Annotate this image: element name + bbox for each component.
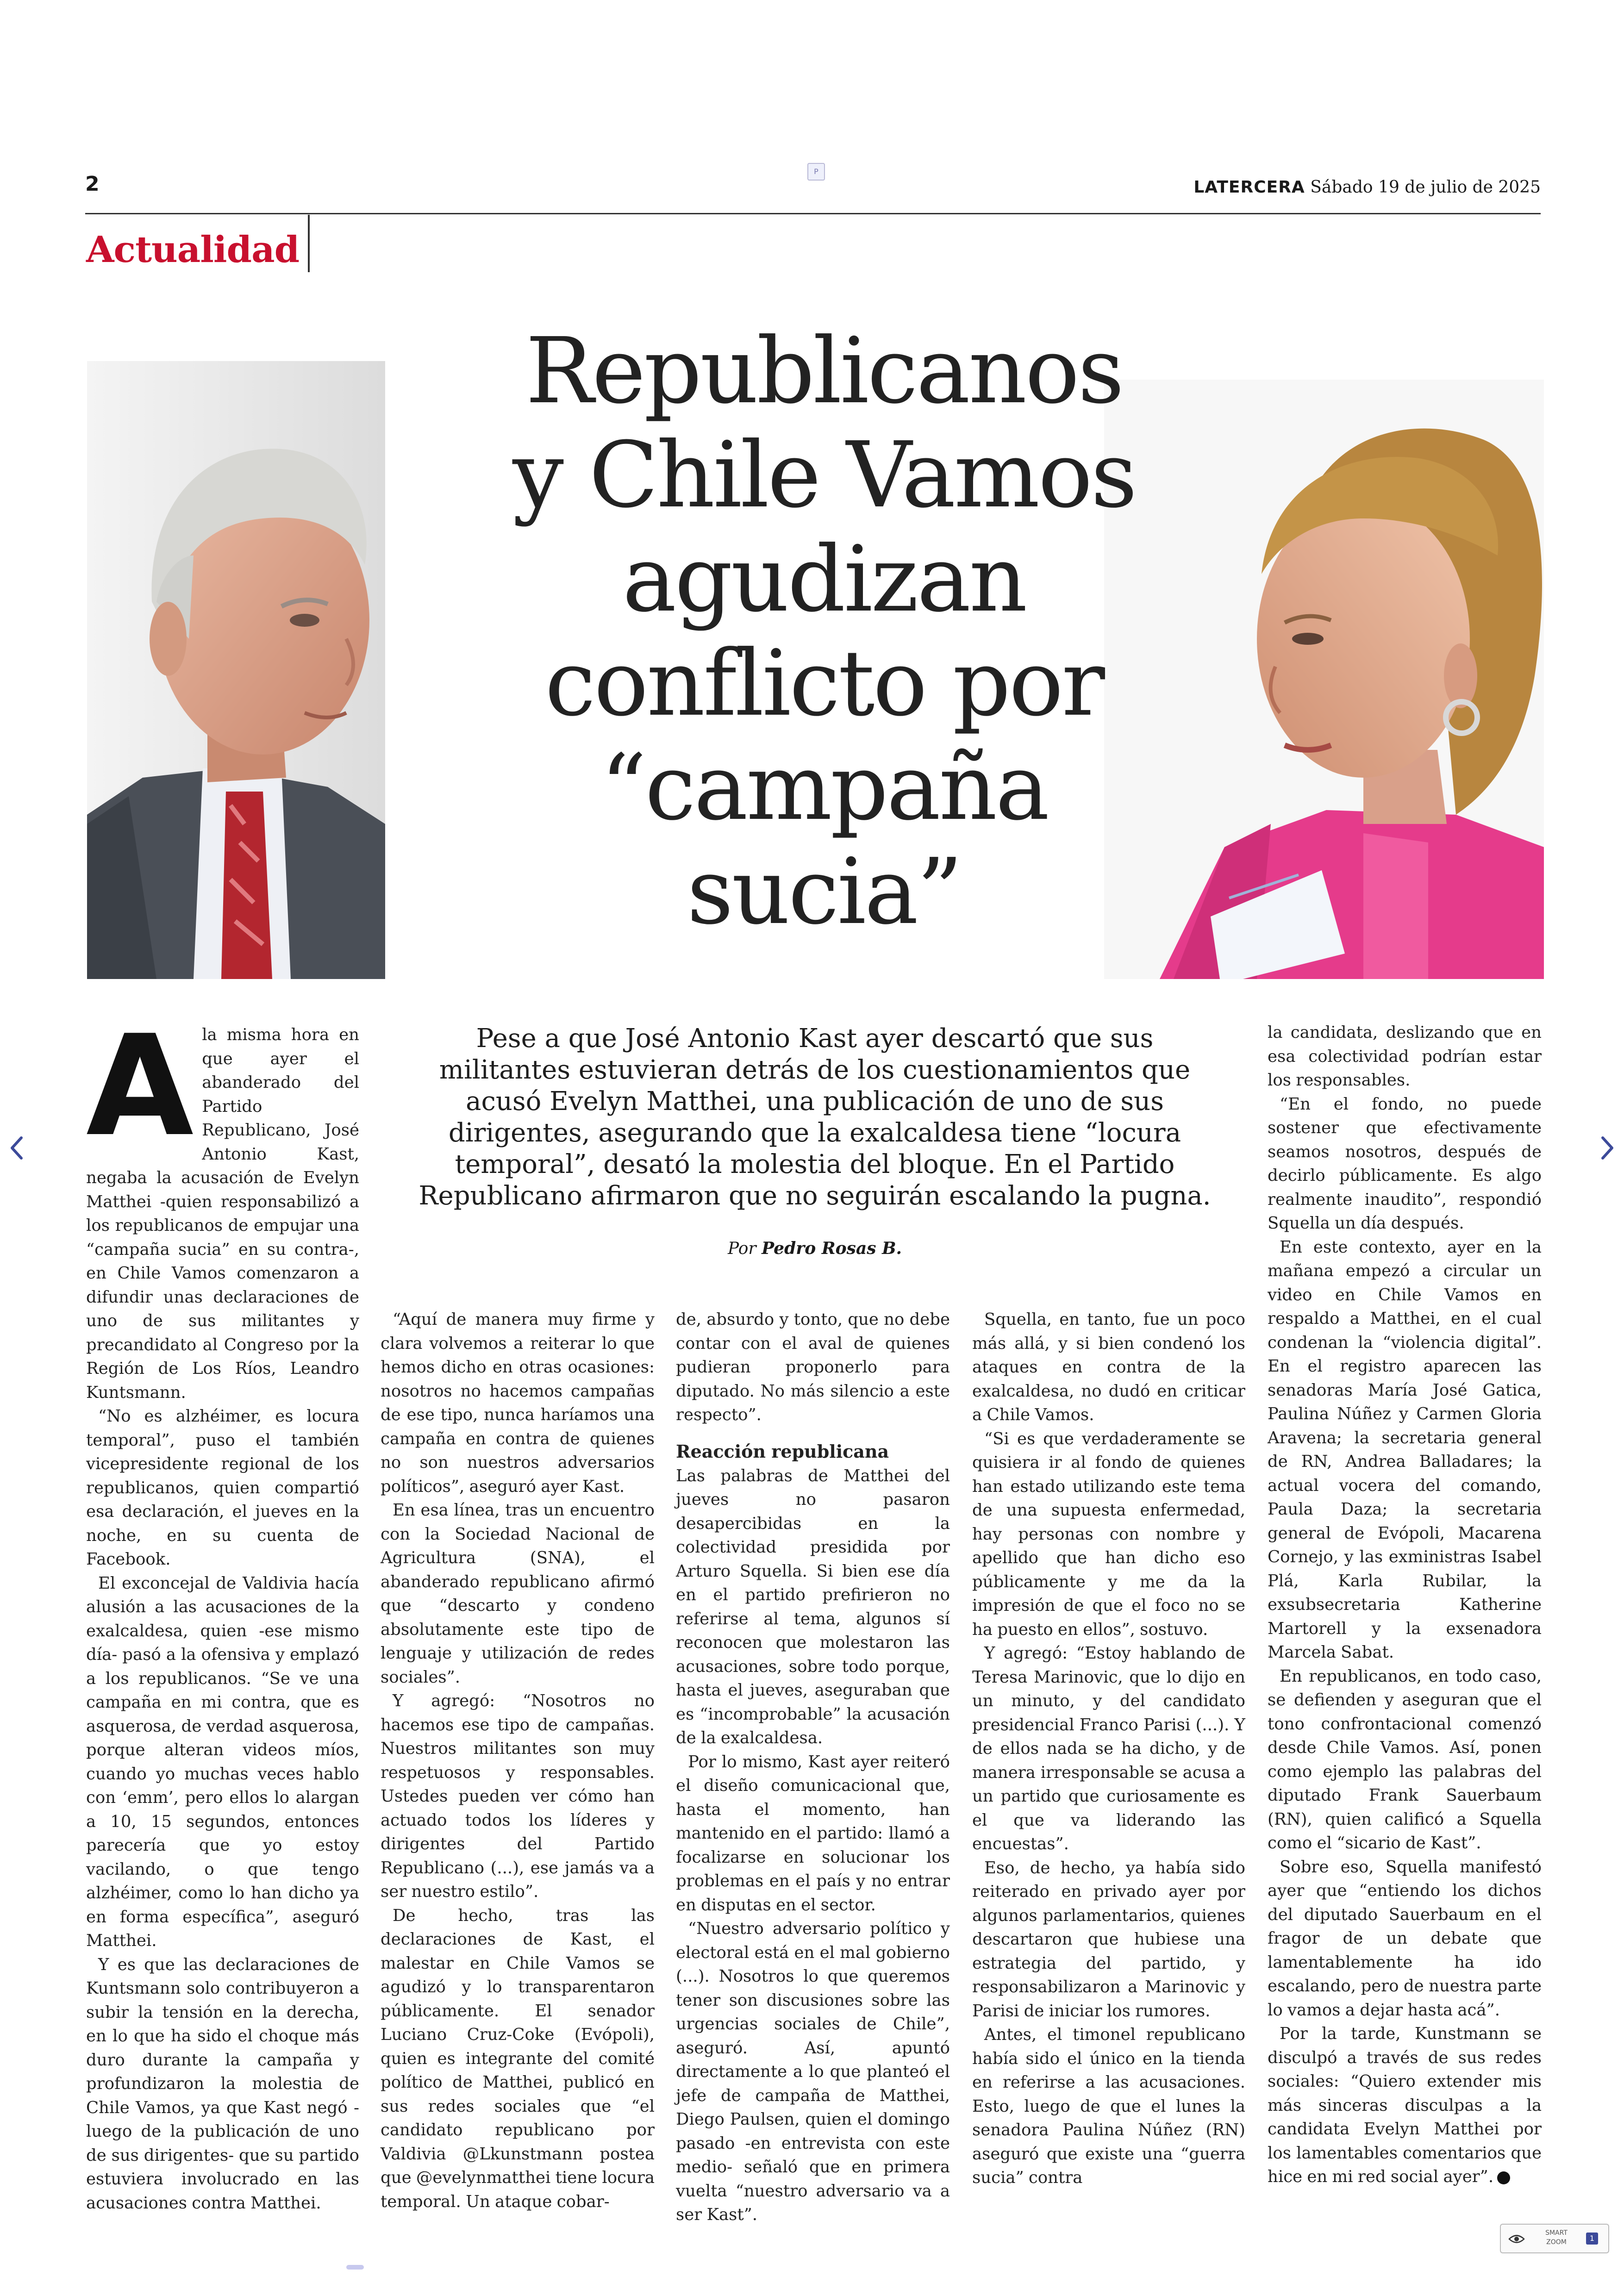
section-label: Actualidad — [86, 229, 300, 271]
section-divider — [308, 215, 310, 272]
smart-zoom-button[interactable] — [1500, 2224, 1609, 2253]
byline — [410, 1239, 1220, 1258]
headline-line: Republicanos — [525, 318, 1123, 424]
previous-page-button[interactable] — [3, 1129, 31, 1166]
brand-name: LATERCERA — [1193, 178, 1305, 197]
article-column-1 — [86, 1005, 359, 2215]
headline-line: sucia” — [687, 839, 962, 945]
byline-prefix: Por — [727, 1239, 756, 1258]
article-paragraph: En este contexto, ayer en la mañana empezó a circular un video en Chile Vamos en respaldo a Matthei, en el cual condenan la “violencia digital”. En el registro aparecen las senadoras María José Gatica, Paulina Núñez y Carmen Gloria Aravena; la secretaria general de RN, Andrea Balladares; la actual vocera del comando, Paula Daza; la secretaria general de Evópoli, Macarena Cornejo, y las exministras Isabel Plá, Karla Rubilar, la exsubsecretaria Katherine Martorell y la exsenadora Marcela Sabat. — [1268, 1237, 1542, 1662]
headline-line: “campaña — [600, 735, 1048, 841]
article-column-3 — [676, 1308, 950, 2227]
article-paragraph: Squella, en tanto, fue un poco más allá, y si bien condenó los ataques en contra de la exalcaldesa, no dudó en criticar a Chile Vamos. — [972, 1310, 1245, 1424]
article-column-2 — [381, 1308, 655, 2214]
page-number: 2 — [85, 172, 100, 196]
article-paragraph: “No es alzhéimer, es locura temporal”, puso el también vicepresidente regional de los republicanos, quien compartió esa declaración, el jueves en la noche, en su cuenta de Facebook. — [86, 1407, 359, 1569]
horizontal-scrollbar-thumb[interactable] — [346, 2265, 364, 2270]
page-thumbnail-icon[interactable]: P — [807, 163, 825, 181]
header-divider — [85, 213, 1541, 214]
article-paragraph: De hecho, tras las declaraciones de Kast, el malestar en Chile Vamos se agudizó y lo transparentaron públicamente. El senador Luciano Cruz-Coke (Evópoli), quien es integrante del comité político de Matthei, publicó en sus redes sociales que “el candidato republicano por Valdivia @Lkunstmann postea que @evelynmatthei tiene locura temporal. Un ataque cobar- — [381, 1906, 655, 2211]
article-paragraph: En esa línea, tras un encuentro con la Sociedad Nacional de Agricultura (SNA), el abanderado republicano afirmó que “descarto y condeno absolutamente este tipo de lenguaje y utilización de redes sociales”. — [381, 1501, 655, 1687]
article-paragraph: “Aquí de manera muy firme y clara volvemos a reiterar lo que hemos dicho en otras ocasiones: nosotros no hacemos campañas de ese tipo, nunca haríamos una campaña en contra de quienes no son nuestros adversarios políticos”, aseguró ayer Kast. — [381, 1310, 655, 1496]
article-paragraph: En republicanos, en todo caso, se defienden y aseguran que el tono confrontacional comenzó desde Chile Vamos. Así, ponen como ejemplo las palabras del diputado Frank Sauerbaum (RN), quien calificó a Squella como el “sicario de Kast”. — [1268, 1666, 1542, 1852]
photo-matthei — [1104, 380, 1544, 979]
article-paragraph: de, absurdo y tonto, que no debe contar con el aval de quienes pudieran proponerlo para diputado. No más silencio a este respecto”. — [676, 1310, 950, 1424]
article-paragraph: Ala misma hora en que ayer el abanderado del Partido Republicano, José Antonio Kast, negaba la acusación de Evelyn Matthei -quien responsabilizó a los republicanos de empujar una “campaña sucia” en su contra-, en Chile Vamos comenzaron a difundir unas declaraciones de uno de sus militantes y precandidato al Congreso por la Región de Los Ríos, Leandro Kuntsmann. — [86, 1005, 359, 1402]
masthead — [1193, 178, 1541, 197]
next-page-button[interactable] — [1593, 1129, 1621, 1166]
kast-portrait-illustration — [87, 361, 385, 979]
smart-zoom-badge: 1 — [1586, 2233, 1598, 2245]
smart-zoom-label: SMART ZOOM — [1545, 2229, 1568, 2246]
headline-line: y Chile Vamos — [512, 423, 1136, 528]
article-paragraph: Por lo mismo, Kast ayer reiteró el diseño comunicacional que, hasta el momento, han mantenido en el partido: llamó a focalizarse en solucionar los problemas en el país y no entrar en disputas en el sector. — [676, 1752, 950, 1915]
issue-date: Sábado 19 de julio de 2025 — [1310, 178, 1541, 197]
headline — [481, 319, 1167, 944]
article-column-5 — [1268, 1021, 1542, 2189]
article-paragraph: Sobre eso, Squella manifestó ayer que “entiendo los dichos del diputado Sauerbaum en el fragor de un debate que lamentablemente ha ido escalando, pero de nuestra parte lo vamos a dejar hasta acá”. — [1268, 1857, 1542, 2020]
article-paragraph: Antes, el timonel republicano había sido el único en la tienda en referirse a las acusaciones. Esto, luego de que el lunes la senadora Paulina Núñez (RN) aseguró que existe una “guerra sucia” contra — [972, 2025, 1245, 2187]
end-mark-icon — [1497, 2171, 1510, 2184]
article-paragraph: El exconcejal de Valdivia hacía alusión a las acusaciones de la exalcaldesa, quien -ese mismo día- pasó a la ofensiva y emplazó a los republicanos. “Se ve una campaña en mi contra, que es asquerosa, de verdad asquerosa, porque alteran videos míos, cuando yo muchas veces hablo con ‘emm’, pero ellos lo alargan a 10, 15 segundos, entonces parecería que yo estoy vacilando, o que tengo alzhéimer, como lo han dicho ya en forma específica”, aseguró Matthei. — [86, 1573, 359, 1950]
byline-author: Pedro Rosas B. — [762, 1239, 902, 1258]
article-column-4 — [972, 1308, 1245, 2190]
article-paragraph: Y agregó: “Estoy hablando de Teresa Marinovic, que lo dijo en un minuto, y del candidato presidencial Franco Parisi (...). Y de ellos nada se ha dicho, y de manera irresponsable se acusa a un partido que curiosamente es el que va liderando las encuestas”. — [972, 1644, 1245, 1853]
chevron-right-icon — [1593, 1129, 1621, 1166]
article-paragraph: “En el fondo, no puede sostener que efectivamente seamos nosotros, después de decirlo públicamente. Es algo realmente inaudito”, respondió Squella un día después. — [1268, 1094, 1542, 1233]
article-paragraph: la candidata, deslizando que en esa colectividad podrían estar los responsables. — [1268, 1023, 1542, 1090]
article-paragraph: Y es que las declaraciones de Kuntsmann solo contribuyeron a subir la tensión en la derecha, en lo que ha sido el choque más duro durante la campaña y profundizaron la molestia de Chile Vamos, ya que Kast negó -luego de la publicación de uno de sus dirigentes- que su partido estuviera involucrado en las acusaciones contra Matthei. — [86, 1955, 359, 2213]
chevron-left-icon — [3, 1129, 31, 1166]
article-paragraph: Las palabras de Matthei del jueves no pasaron desapercibidas en la colectividad presidida por Arturo Squella. Si bien ese día en el partido prefirieron no referirse al tema, algunos sí reconocen que molestaron las acusaciones, sobre todo porque, hasta el jueves, aseguraban que es “incomprobable” la acusación de la exalcaldesa. — [676, 1466, 950, 1747]
lead-paragraph: Pese a que José Antonio Kast ayer descartó que sus militantes estuvieran detrás de los cuestionamientos que acusó Evelyn Matthei, una publicación de uno de sus dirigentes, asegurando que la exalcaldesa tiene “locura temporal”, desató la molestia del bloque. En el Partido Republicano afirmaron que no seguirán escalando la pugna. — [418, 1023, 1211, 1211]
article-paragraph: “Si es que verdaderamente se quisiera ir al fondo de quienes han estado utilizando este tema de una supuesta enfermedad, hay personas con nombre y apellido que han dicho eso públicamente y me da la impresión de que el foco no se ha puesto en ellos”, sostuvo. — [972, 1429, 1245, 1639]
photo-kast — [87, 361, 385, 979]
headline-line: agudizan — [622, 527, 1026, 632]
eye-icon — [1508, 2234, 1525, 2244]
headline-line: conflicto por — [545, 631, 1103, 736]
article-paragraph: Eso, de hecho, ya había sido reiterado en privado ayer por algunos parlamentarios, quienes descartaron que hubiese una estrategia del partido, y responsabilizaron a Marinovic y Parisi de iniciar los rumores. — [972, 1858, 1245, 2021]
drop-cap: A — [86, 1005, 194, 1167]
matthei-portrait-illustration — [1104, 380, 1544, 979]
article-paragraph: “Nuestro adversario político y electoral está en el mal gobierno (...). Nosotros lo que queremos tener son discusiones sobre las urgencias sociales de Chile”, aseguró. Así, apuntó directamente a lo que planteó el jefe de campaña de Matthei, Diego Paulsen, quien el domingo pasado -en entrevista con este medio- señaló que en primera vuelta “nuestro adversario va a ser Kast”. — [676, 1919, 950, 2224]
article-paragraph: Y agregó: “Nosotros no hacemos ese tipo de campañas. Nuestros militantes son muy respetuosos y responsables. Ustedes pueden ver cómo han actuado todos los líderes y dirigentes del Partido Republicano (...), ese jamás va a ser nuestro estilo”. — [381, 1691, 655, 1901]
article-paragraph: Por la tarde, Kunstmann se disculpó a través de sus redes sociales: “Quiero extender mis más sinceras disculpas a la candidata Evelyn Matthei por los lamentables comentarios que hice en mi red social ayer”. — [1268, 2024, 1542, 2186]
subheading: Reacción republicana — [676, 1441, 889, 1462]
